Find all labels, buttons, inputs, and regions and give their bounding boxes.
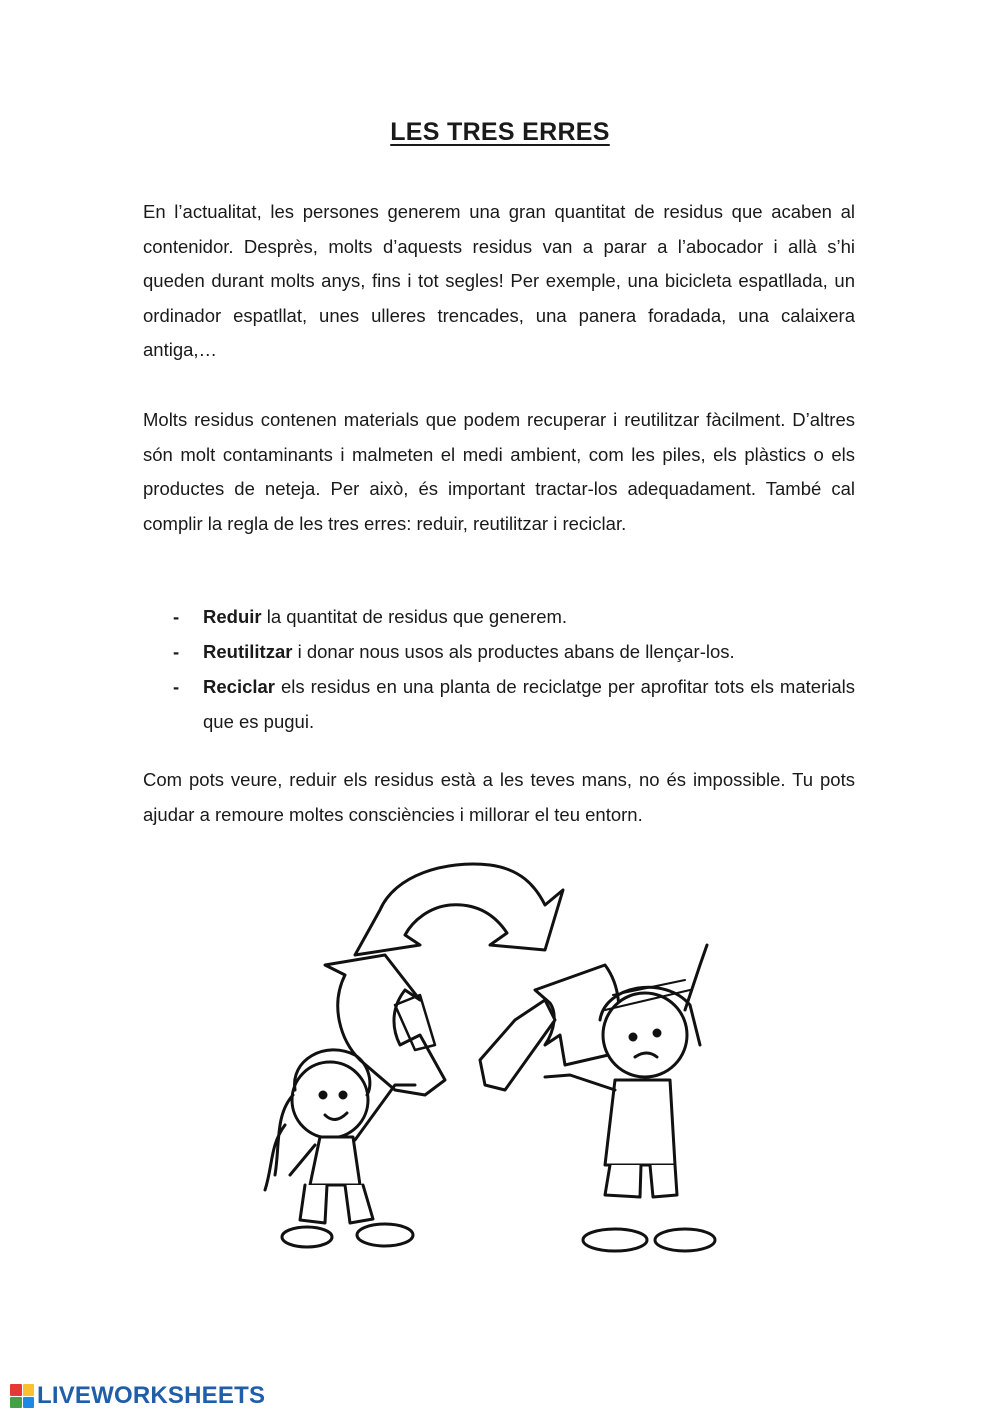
list-text: i donar nous usos als productes abans de llençar-los. bbox=[292, 641, 735, 662]
paragraph-materials: Molts residus contenen materials que podem recuperar i reutilitzar fàcilment. D’altres són molt contaminants i malmeten el medi ambient, com les piles, els plàstics o els productes de neteja. Per això, és important tractar-los adequadament. També cal complir la regla de les tres erres: reduir, reutilitzar i reciclar. bbox=[143, 409, 855, 534]
three-rs-list bbox=[143, 599, 855, 739]
list-text: la quantitat de residus que generem. bbox=[261, 606, 568, 627]
brand-name: LIVEWORKSHEETS bbox=[37, 1382, 266, 1409]
footer-brand[interactable] bbox=[10, 1380, 265, 1412]
paragraph-conclusion: Com pots veure, reduir els residus està a les teves mans, no és impossible. Tu pots ajudar a remoure moltes consciències i millorar el teu entorn. bbox=[143, 769, 855, 825]
list-term: Reutilitzar bbox=[203, 641, 293, 662]
list-item: - Reduir la quantitat de residus que generem. bbox=[173, 606, 568, 627]
page-title: LES TRES ERRES bbox=[390, 118, 610, 146]
recycle-kids-illustration bbox=[245, 845, 755, 1275]
list-text: els residus en una planta de reciclatge per aprofitar tots els materials que es pugui. bbox=[203, 676, 855, 732]
list-item: - Reciclar els residus en una planta de reciclatge per aprofitar tots els materials que es pugui. bbox=[173, 676, 855, 732]
list-term: Reduir bbox=[203, 606, 262, 627]
liveworksheets-logo-icon bbox=[10, 1384, 34, 1408]
recycle-arrow-top-icon bbox=[355, 864, 563, 955]
paragraph-intro: En l’actualitat, les persones generem una gran quantitat de residus que acaben al contenidor. Desprès, molts d’aquests residus van a parar a l’abocador i allà s’hi queden durant molts anys, fins i tot segles! Per exemple, una bicicleta espatllada, un ordinador espatllat, unes ulleres trencades, una panera foradada, una calaixera antiga,… bbox=[143, 201, 855, 361]
list-term: Reciclar bbox=[203, 676, 275, 697]
list-item: - Reutilitzar i donar nous usos als productes abans de llençar-los. bbox=[173, 641, 735, 662]
